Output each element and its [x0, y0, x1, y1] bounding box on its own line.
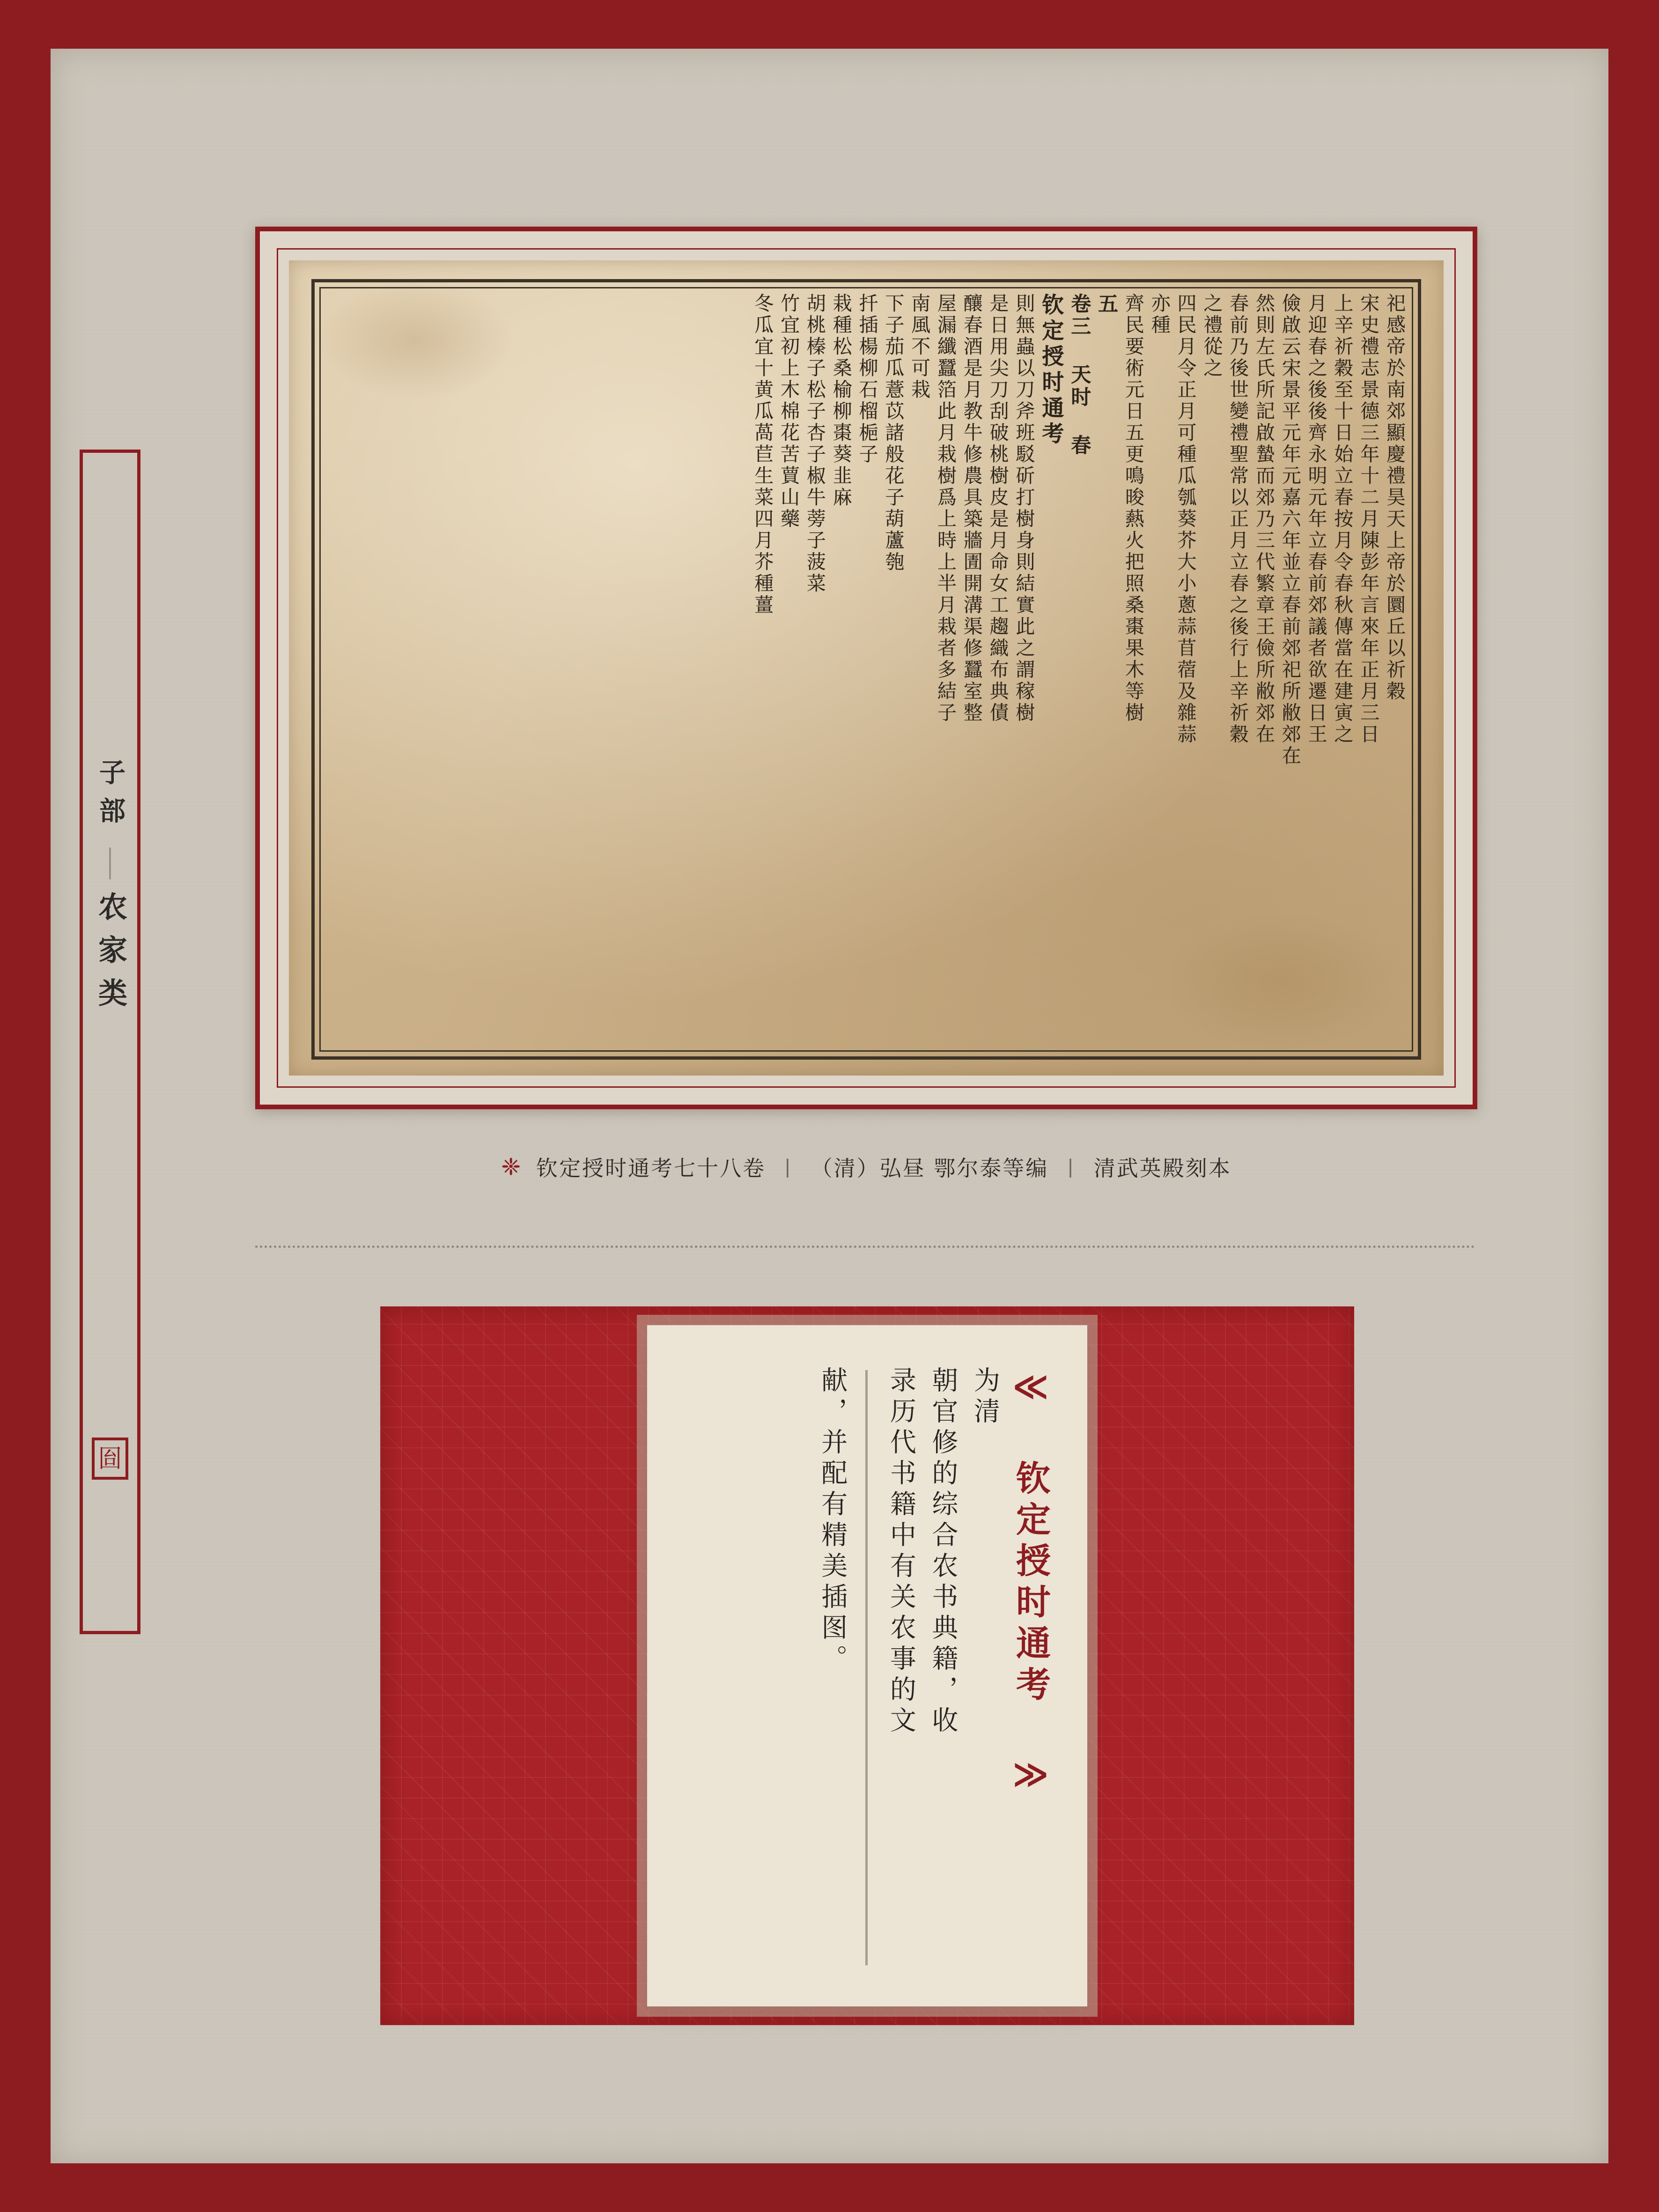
spine-separator: [109, 848, 111, 879]
spine-subcategory: 农家类: [94, 892, 126, 1021]
print-column: 上辛祈穀至十日始立春按月令春秋傳當在建寅之: [1331, 293, 1354, 745]
print-column: 栽種松桑榆柳棗葵韭麻: [829, 293, 852, 509]
caption-divider: |: [1067, 1156, 1075, 1178]
print-column: 釀春酒是月教牛修農具築牆圊開溝渠修蠶室整: [960, 293, 983, 724]
caption-divider: |: [784, 1156, 792, 1178]
print-column: 四民月令正月可種瓜瓠葵芥大小蔥蒜苜蓿及雜蒜: [1174, 293, 1197, 745]
spine-category: 子部: [96, 759, 125, 835]
caption-title: 钦定授时通考七十八卷: [536, 1156, 766, 1181]
caption-author: （清）弘昼 鄂尔泰等编: [811, 1156, 1049, 1181]
blurb-columns: [679, 1366, 1055, 1965]
book-page-scan: [289, 260, 1444, 1076]
bottom-pattern-panel: [380, 1306, 1354, 2025]
seal-stamp-icon: 囼: [92, 1438, 128, 1480]
blurb-card: [647, 1325, 1087, 2006]
blurb-line: 朝官修的综合农书典籍，收: [928, 1366, 959, 1737]
caption-edition: 清武英殿刻本: [1093, 1156, 1231, 1181]
print-column: 然則左氏所記啟蟄而郊乃三代繁章王儉所敝郊在: [1252, 293, 1275, 745]
ornament-icon: ❈: [501, 1153, 523, 1180]
print-column: 齊民要術元日五更鳴晙爇火把照桑棗果木等樹: [1121, 293, 1144, 724]
spine-label: [80, 450, 140, 1634]
blurb-line: 献，并配有精美插图。: [817, 1366, 848, 1675]
print-column-page-number: 五: [1095, 293, 1119, 316]
print-column: 竹宜初上木棉花苦蕒山藥: [777, 293, 800, 530]
blurb-line: 录历代书籍中有关农事的文: [885, 1366, 916, 1737]
print-column: 下子茄瓜薏苡諸般花子葫蘆匏: [882, 293, 905, 573]
print-column: 扦插楊柳石榴梔子: [855, 293, 878, 465]
print-column: 祀感帝於南郊顯慶禮昊天上帝於圜丘以祈穀: [1383, 293, 1406, 702]
print-column: 亦種: [1148, 293, 1171, 336]
print-column: 胡桃榛子松子杏子椒牛蒡子菠菜: [803, 293, 826, 595]
print-column: 宋史禮志景德三年十二月陳彭年言來年正月三日: [1357, 293, 1380, 745]
print-column: 冬瓜宜十黄瓜萵苣生菜四月芥種薑: [751, 293, 774, 616]
print-column: 之禮從之: [1200, 293, 1223, 379]
print-column: 是日用尖刀刮破桃樹皮是月命女工趨織布典債: [986, 293, 1009, 724]
print-column-title: 钦定授时通考: [1038, 293, 1064, 448]
dotted-separator: [255, 1246, 1475, 1248]
blurb-title: ≪ 钦定授时通考 ≫: [1010, 1366, 1051, 1801]
print-column-volume: 卷三 天时 春: [1068, 293, 1091, 457]
print-text-columns: [326, 293, 1407, 1047]
print-column: 春前乃後世變禮聖常以正月立春之後行上辛祈穀: [1226, 293, 1249, 745]
blurb-rule: [865, 1370, 868, 1965]
blurb-line: 为清: [970, 1366, 1000, 1428]
print-column: 南風不可栽: [908, 293, 931, 401]
book-plate-frame: [255, 227, 1477, 1109]
print-column: 屋漏纖蠶箔此月栽樹爲上時上半月栽者多結子: [934, 293, 957, 724]
plate-caption: [255, 1148, 1477, 1186]
print-column: 則無蟲以刀斧班駁斫打樹身則結實此之謂稼樹: [1012, 293, 1035, 724]
print-column: 月迎春之後後齊永明元年立春前郊議者欲遷日王: [1305, 293, 1327, 745]
print-column: 儉啟云宋景平元年元嘉六年並立春前郊祀所敝郊在: [1278, 293, 1301, 767]
